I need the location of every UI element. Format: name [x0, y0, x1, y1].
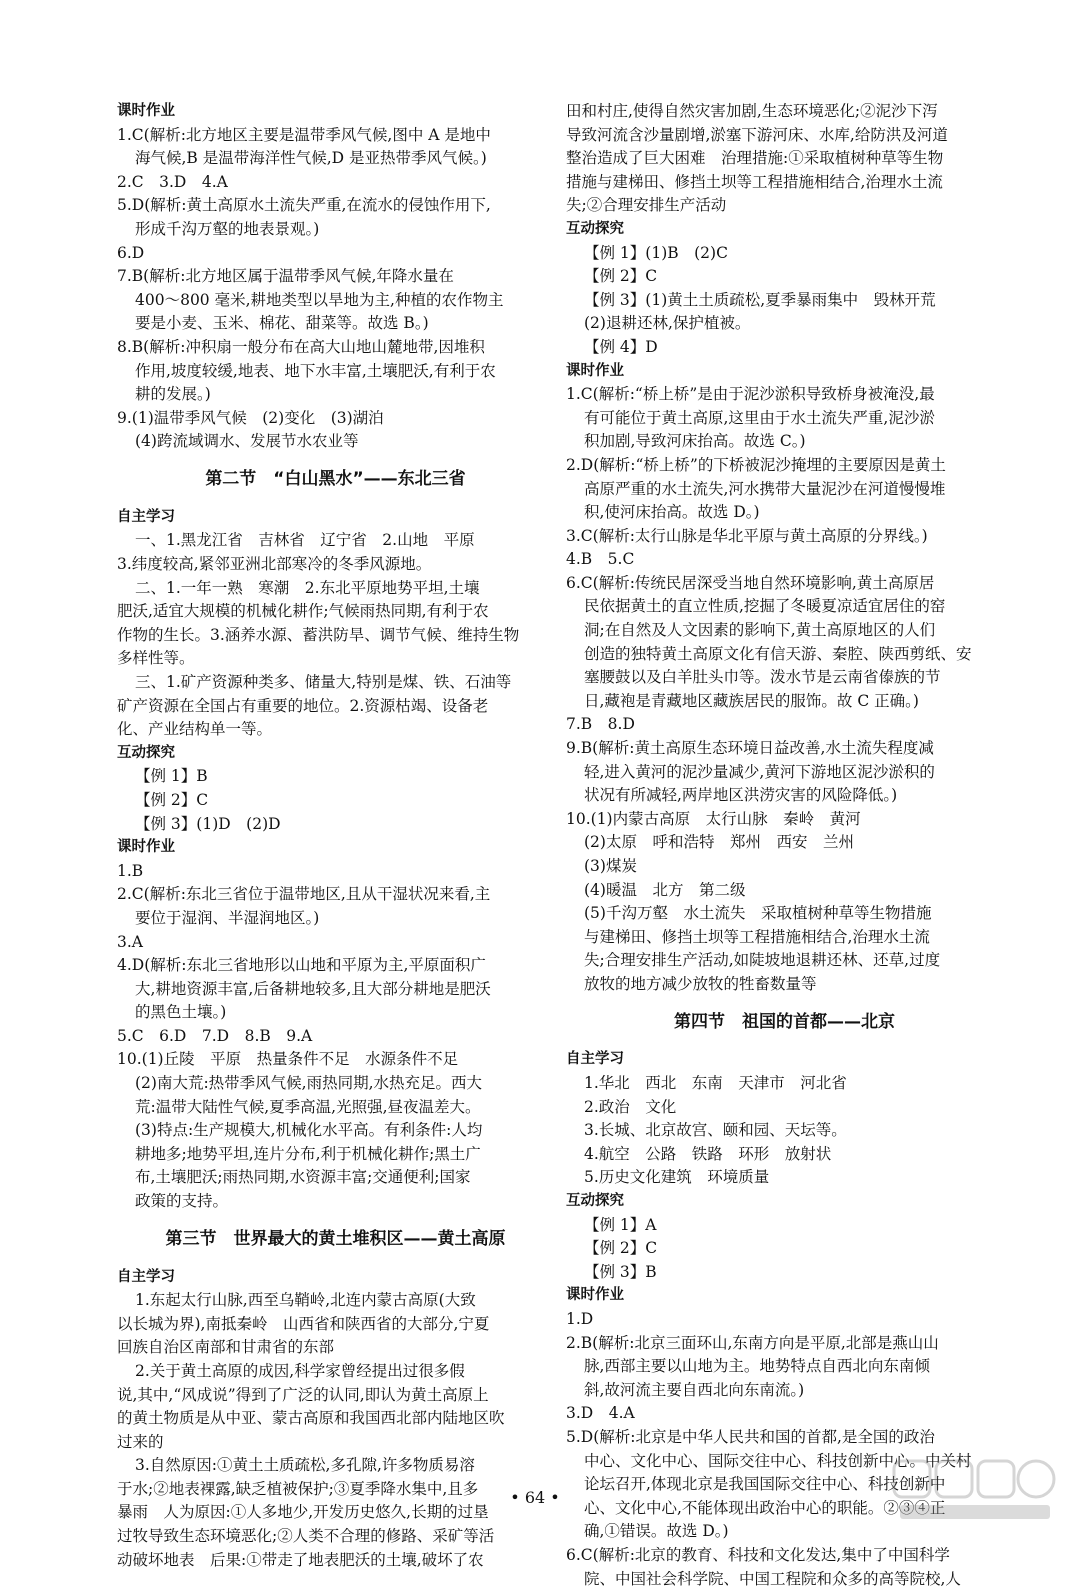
text-line: 4.D(解析:东北三省地形以山地和平原为主,平原面积广 — [117, 956, 486, 975]
text-line: (2)退耕还林,保护植被。 — [584, 314, 751, 333]
right-column — [566, 100, 1003, 1591]
text-line: 【例 4】D — [584, 337, 658, 356]
text-line: 回族自治区南部和甘肃省的东部 — [117, 1338, 335, 1357]
text-line: 1.B — [117, 861, 144, 880]
text-line: 【例 2】C — [584, 1239, 658, 1258]
left-column — [117, 100, 554, 1572]
text-line: 耕的发展。) — [135, 385, 211, 404]
section-title: 第三节 世界最大的黄土堆积区——黄土高原 — [165, 1228, 506, 1249]
subsection-heading: 课时作业 — [117, 103, 175, 119]
text-line: 多样性等。 — [117, 649, 195, 668]
text-line: 说,其中,“风成说”得到了广泛的认同,即认为黄土高原上 — [117, 1385, 489, 1404]
text-line: 海气候,B 是温带海洋性气候,D 是亚热带季风气候。) — [135, 149, 487, 168]
text-line: 1.东起太行山脉,西至乌鞘岭,北连内蒙古高原(大致 — [135, 1291, 476, 1310]
text-line: 5.D(解析:北京是中华人民共和国的首都,是全国的政治 — [566, 1427, 935, 1446]
text-line: 【例 1】A — [584, 1215, 657, 1234]
text-line: (5)千沟万壑 水土流失 采取植树种草等生物措施 — [584, 904, 932, 923]
text-line: 轻,进入黄河的泥沙量减少,黄河下游地区泥沙淤积的 — [584, 762, 935, 781]
text-line: 2.政治 文化 — [584, 1097, 677, 1116]
text-line: 二、1.一年一熟 寒潮 2.东北平原地势平坦,土壤 — [135, 578, 480, 597]
text-line: 【例 1】B — [135, 767, 208, 786]
subsection-heading: 自主学习 — [117, 1268, 175, 1285]
text-line: 以长城为界),南抵秦岭 山西省和陕西省的大部分,宁夏 — [117, 1314, 490, 1333]
text-line: 院、中国社会科学院、中国工程院和众多的高等院校,人 — [584, 1569, 961, 1588]
text-line: 肥沃,适宜大规模的机械化耕作;气候雨热同期,有利于农 — [117, 602, 489, 621]
text-line: 【例 2】C — [135, 790, 209, 809]
text-line: 措施与建梯田、修挡土坝等工程措施相结合,治理水土流 — [566, 172, 943, 191]
text-line: 田和村庄,使得自然灾害加剧,生态环境恶化;②泥沙下泻 — [566, 102, 938, 120]
text-line: 6.C(解析:传统民居深受当地自然环境影响,黄土高原居 — [566, 573, 935, 592]
text-line: 政策的支持。 — [135, 1192, 229, 1211]
text-line: 三、1.矿产资源种类多、储量大,特别是煤、铁、石油等 — [135, 672, 512, 691]
text-line: 失;②合理安排生产活动 — [566, 196, 727, 215]
text-line: 心、文化中心,不能体现出政治中心的职能。②③④正 — [584, 1498, 946, 1517]
text-line: 4.航空 公路 铁路 环形 放射状 — [584, 1144, 832, 1163]
text-line: 形成千沟万壑的地表景观。) — [135, 219, 320, 238]
subsection-heading: 互动探究 — [117, 744, 175, 761]
text-line: 【例 1】(1)B (2)C — [584, 243, 728, 262]
text-line: 【例 3】B — [584, 1262, 657, 1281]
text-line: 3.纬度较高,紧邻亚洲北部寒冷的冬季风源地。 — [117, 555, 432, 573]
text-line: 10.(1)丘陵 平原 热量条件不足 水源条件不足 — [117, 1050, 459, 1069]
text-line: 3.D 4.A — [566, 1404, 635, 1423]
text-line: 一、1.黑龙江省 吉林省 辽宁省 2.山地 平原 — [135, 531, 475, 550]
text-line: 要位于湿润、半湿润地区。) — [135, 908, 320, 927]
text-line: 与建梯田、修挡土坝等工程措施相结合,治理水土流 — [584, 927, 930, 946]
text-line: 积,使河床抬高。故选 D。) — [584, 503, 760, 522]
text-line: 创造的独特黄土高原文化有信天游、秦腔、陕西剪纸、安 — [584, 644, 972, 663]
section-title: 第二节 “白山黑水”——东北三省 — [205, 468, 466, 489]
text-line: 3.A — [117, 932, 143, 951]
text-line: 3.自然原因:①黄土土质疏松,多孔隙,许多物质易溶 — [135, 1456, 475, 1475]
text-line: 洞;在自然及人文因素的影响下,黄土高原地区的人们 — [584, 621, 936, 640]
text-line: 积加剧,导致河床抬高。故选 C。) — [584, 432, 806, 451]
text-line: (3)特点:生产规模大,机械化水平高。有利条件:人均 — [135, 1121, 483, 1140]
text-line: 耕地多;地势平坦,连片分布,利于机械化耕作;黑土广 — [135, 1144, 481, 1163]
text-line: 2.C 3.D 4.A — [117, 172, 228, 191]
text-line: 7.B 8.D — [566, 715, 635, 734]
text-line: 7.B(解析:北方地区属于温带季风气候,年降水量在 — [117, 267, 454, 286]
text-line: 4.B 5.C — [566, 550, 635, 569]
text-line: 状况有所减轻,两岸地区洪涝灾害的风险降低。) — [584, 786, 898, 805]
text-line: 大,耕地资源丰富,后备耕地较多,且大部分耕地是肥沃 — [135, 979, 491, 998]
text-line: (2)南大荒:热带季风气候,雨热同期,水热充足。西大 — [135, 1074, 483, 1093]
subsection-heading: 自主学习 — [117, 508, 175, 525]
text-line: 矿产资源在全国占有重要的地位。2.资源枯竭、设备老 — [117, 696, 489, 715]
text-line: 2.C(解析:东北三省位于温带地区,且从干湿状况来看,主 — [117, 885, 491, 904]
text-line: 脉,西部主要以山地为主。地势特点自西北向东南倾 — [584, 1357, 930, 1376]
subsection-heading: 课时作业 — [566, 362, 624, 379]
text-line: 导致河流含沙量剧增,淤塞下游河床、水库,给防洪及河道 — [566, 125, 948, 144]
text-line: 2.B(解析:北京三面环山,东南方向是平原,北部是燕山山 — [566, 1333, 939, 1352]
text-line: 日,藏袍是青藏地区藏族居民的服饰。故 C 正确。) — [584, 691, 919, 710]
text-line: 5.D(解析:黄土高原水土流失严重,在流水的侵蚀作用下, — [117, 196, 491, 215]
text-line: 8.B(解析:冲积扇一般分布在高大山地山麓地带,因堆积 — [117, 337, 485, 356]
subsection-heading: 课时作业 — [566, 1287, 624, 1304]
text-line: 失;合理安排生产活动,如陡坡地退耕还林、还草,过度 — [584, 951, 941, 970]
subsection-heading: 自主学习 — [566, 1051, 624, 1068]
text-line: 作用,坡度较缓,地表、地下水丰富,土壤肥沃,有利于农 — [135, 361, 496, 380]
text-line: 9.B(解析:黄土高原生态环境日益改善,水土流失程度减 — [566, 739, 934, 758]
text-line: 5.历史文化建筑 环境质量 — [584, 1168, 770, 1187]
text-line: 400～800 毫米,耕地类型以旱地为主,种植的农作物主 — [135, 290, 504, 309]
text-line: 的黑色土壤。) — [135, 1003, 227, 1022]
text-line: 3.C(解析:太行山脉是华北平原与黄土高原的分界线。) — [566, 526, 928, 545]
text-line: 于水;②地表裸露,缺乏植被保护;③夏季降水集中,且多 — [117, 1479, 479, 1498]
text-line: 的黄土物质是从中亚、蒙古高原和我国西北部内陆地区吹 — [117, 1409, 505, 1428]
text-line: 整治造成了巨大困难 治理措施:①采取植树种草等生物 — [566, 149, 944, 168]
text-line: 动破坏地表 后果:①带走了地表肥沃的土壤,破坏了农 — [117, 1550, 484, 1569]
text-line: 6.D — [117, 243, 145, 262]
text-line: (3)煤炭 — [584, 857, 637, 875]
section-title: 第四节 祖国的首都——北京 — [674, 1011, 895, 1032]
text-line: 暴雨 人为原因:①人多地少,开发历史悠久,长期的过垦 — [117, 1503, 489, 1522]
subsection-heading: 互动探究 — [566, 1193, 624, 1210]
text-line: 1.D — [566, 1310, 594, 1328]
page-number: • 64 • — [510, 1488, 560, 1507]
text-line: 放牧的地方减少放牧的牲畜数量等 — [584, 974, 817, 993]
text-line: 布,土壤肥沃;雨热同期,水资源丰富;交通便利;国家 — [135, 1168, 471, 1187]
text-line: 斜,故河流主要自西北向东南流。) — [584, 1380, 805, 1399]
text-line: 【例 3】(1)黄土土质疏松,夏季暴雨集中 毁林开荒 — [584, 290, 936, 309]
text-line: 化、产业结构单一等。 — [117, 720, 273, 739]
text-line: 6.C(解析:北京的教育、科技和文化发达,集中了中国科学 — [566, 1545, 950, 1564]
text-line: 10.(1)内蒙古高原 太行山脉 秦岭 黄河 — [566, 809, 861, 828]
watermark-logo — [890, 1455, 1058, 1525]
text-line: 中心、文化中心、国际交往中心、科技创新中心。中关村 — [584, 1451, 972, 1470]
subsection-heading: 课时作业 — [117, 839, 175, 856]
text-line: 塞腰鼓以及白羊肚头巾等。泼水节是云南省傣族的节 — [584, 668, 941, 687]
text-line: 作物的生长。3.涵养水源、蓄洪防旱、调节气候、维持生物 — [117, 625, 520, 644]
text-line: 1.华北 西北 东南 天津市 河北省 — [584, 1074, 847, 1093]
text-line: 2.关于黄土高原的成因,科学家曾经提出过很多假 — [135, 1361, 465, 1380]
text-line: 过来的 — [117, 1432, 164, 1451]
text-line: (4)跨流域调水、发展节水农业等 — [135, 432, 359, 451]
text-line: 荒:温带大陆性气候,夏季高温,光照强,昼夜温差大。 — [135, 1097, 481, 1116]
text-line: 过牧导致生态环境恶化;②人类不合理的修路、采矿等活 — [117, 1527, 495, 1546]
text-line: 5.C 6.D 7.D 8.B 9.A — [117, 1026, 313, 1045]
text-line: 3.长城、北京故宫、颐和园、天坛等。 — [584, 1121, 847, 1140]
text-line: 论坛召开,体现北京是我国国际交往中心、科技创新中 — [584, 1475, 946, 1494]
text-line: (4)暖温 北方 第二级 — [584, 880, 746, 899]
text-line: 2.D(解析:“桥上桥”的下桥被泥沙掩埋的主要原因是黄土 — [566, 455, 946, 474]
subsection-heading: 互动探究 — [566, 220, 624, 237]
text-line: 【例 2】C — [584, 267, 658, 286]
text-line: 9.(1)温带季风气候 (2)变化 (3)湖泊 — [117, 408, 384, 427]
text-line: 确,①错误。故选 D。) — [584, 1522, 729, 1541]
text-line: 【例 3】(1)D (2)D — [135, 814, 281, 833]
text-line: 高原严重的水土流失,河水携带大量泥沙在河道慢慢堆 — [584, 479, 946, 498]
text-line: 要是小麦、玉米、棉花、甜菜等。故选 B。) — [135, 314, 429, 333]
text-line: 1.C(解析:北方地区主要是温带季风气候,图中 A 是地中 — [117, 125, 491, 144]
text-line: 民依据黄土的直立性质,挖掘了冬暖夏凉适宜居住的窑 — [584, 597, 946, 616]
text-line: 有可能位于黄土高原,这里由于水土流失严重,泥沙淤 — [584, 408, 935, 427]
text-line: 1.C(解析:“桥上桥”是由于泥沙淤积导致桥身被淹没,最 — [566, 385, 935, 404]
text-line: (2)太原 呼和浩特 郑州 西安 兰州 — [584, 833, 854, 852]
